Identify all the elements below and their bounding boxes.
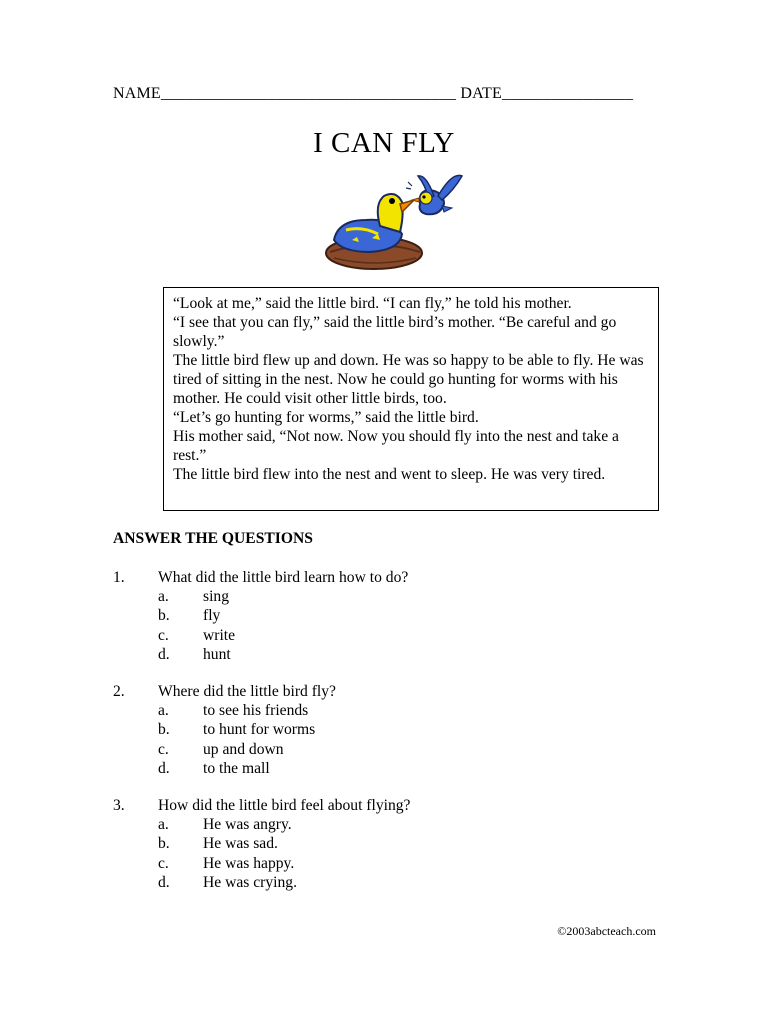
option-text: write xyxy=(203,626,236,644)
option-letter: d. xyxy=(158,759,170,777)
answer-option xyxy=(113,645,408,664)
page-title: I CAN FLY xyxy=(313,127,455,159)
copyright-notice: ©2003abcteach.com xyxy=(557,924,656,938)
story-line: His mother said, “Not now. Now you should fly into the nest and take a rest.” xyxy=(173,428,619,464)
answer-option xyxy=(113,873,410,892)
option-letter: a. xyxy=(158,588,169,606)
option-text: to the mall xyxy=(203,759,270,777)
question-3 xyxy=(113,796,410,892)
question-2 xyxy=(113,682,336,778)
option-letter: c. xyxy=(158,854,169,872)
name-date-line xyxy=(113,85,633,103)
answer-option xyxy=(113,834,410,853)
answer-option xyxy=(113,701,336,720)
option-text: fly xyxy=(203,607,221,625)
option-text: sing xyxy=(203,588,229,606)
answer-option xyxy=(113,606,408,625)
answer-option xyxy=(113,854,410,873)
flying-bird-icon xyxy=(406,175,462,214)
option-letter: a. xyxy=(158,702,169,720)
option-text: He was happy. xyxy=(203,854,295,872)
story-line: “Look at me,” said the little bird. “I can fly,” he told his mother. xyxy=(173,295,572,312)
answer-option xyxy=(113,587,408,606)
question-number: 2. xyxy=(113,683,125,700)
questions-heading: ANSWER THE QUESTIONS xyxy=(113,530,313,547)
story-line: The little bird flew up and down. He was so happy to be able to fly. He was tired of sitting in the nest. Now he could go hunting for worms with his mother. He could visit other little birds, too. xyxy=(173,352,644,407)
question-text: Where did the little bird fly? xyxy=(158,683,336,700)
question-1 xyxy=(113,568,408,664)
question-text: What did the little bird learn how to do? xyxy=(158,569,409,586)
mother-bird-in-nest-and-flying-bird-icon xyxy=(322,168,467,276)
question-text: How did the little bird feel about flying? xyxy=(158,797,411,814)
answer-option xyxy=(113,626,408,645)
option-letter: b. xyxy=(158,835,170,853)
answer-option xyxy=(113,759,336,778)
option-text: He was angry. xyxy=(203,816,292,834)
option-letter: c. xyxy=(158,626,169,644)
option-letter: a. xyxy=(158,816,169,834)
option-text: up and down xyxy=(203,740,284,758)
option-text: to see his friends xyxy=(203,702,309,720)
answer-option xyxy=(113,815,410,834)
question-number: 1. xyxy=(113,569,125,586)
story-passage xyxy=(163,287,659,511)
question-number: 3. xyxy=(113,797,125,814)
option-letter: d. xyxy=(158,873,170,891)
option-text: He was crying. xyxy=(203,873,297,891)
name-field-label: NAME____________________________________ xyxy=(113,85,457,102)
option-text: He was sad. xyxy=(203,835,278,853)
story-line: “I see that you can fly,” said the little bird’s mother. “Be careful and go slowly.” xyxy=(173,314,617,350)
option-text: hunt xyxy=(203,645,231,663)
option-letter: d. xyxy=(158,645,170,663)
story-line: The little bird flew into the nest and went to sleep. He was very tired. xyxy=(173,466,606,483)
answer-option xyxy=(113,740,336,759)
option-text: to hunt for worms xyxy=(203,721,316,739)
story-line: “Let’s go hunting for worms,” said the little bird. xyxy=(173,409,479,426)
option-letter: b. xyxy=(158,607,170,625)
date-field-label: DATE________________ xyxy=(460,85,634,102)
option-letter: c. xyxy=(158,740,169,758)
option-letter: b. xyxy=(158,721,170,739)
answer-option xyxy=(113,720,336,739)
